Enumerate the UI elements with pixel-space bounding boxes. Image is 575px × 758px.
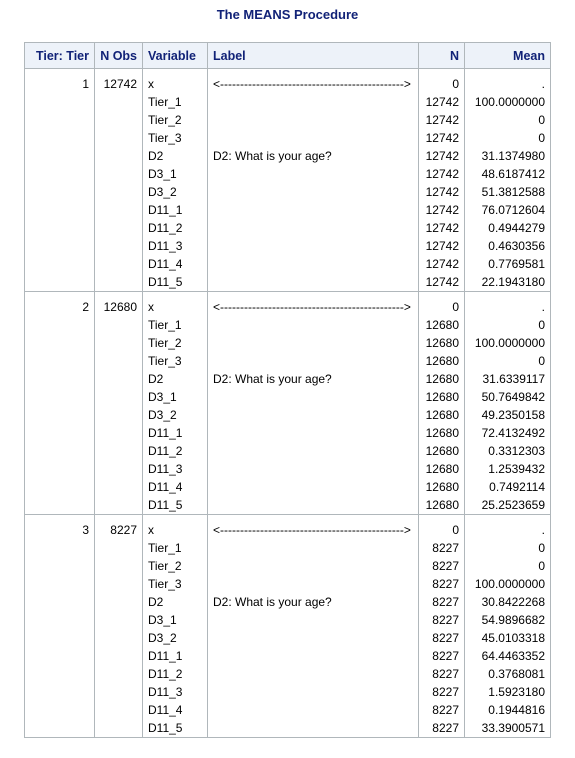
mean-value: 100.0000000 — [474, 95, 545, 109]
table-row — [25, 292, 551, 515]
label-value — [213, 129, 413, 147]
mean-value: . — [541, 77, 545, 91]
label-value — [213, 334, 413, 352]
variable-value: Tier_1 — [148, 318, 182, 332]
label-cell — [208, 69, 419, 292]
n-value: 12680 — [425, 498, 459, 512]
n-value: 8227 — [432, 595, 459, 609]
mean-cell — [465, 515, 551, 738]
label-value — [213, 719, 413, 737]
label-value: <----------------------------------------------> — [213, 523, 411, 537]
variable-cell — [143, 69, 208, 292]
n-value: 12680 — [425, 336, 459, 350]
nobs-value: 12742 — [103, 77, 137, 91]
mean-value: 48.6187412 — [481, 167, 545, 181]
n-value: 12742 — [425, 257, 459, 271]
tier-value: 2 — [82, 300, 89, 314]
label-value — [213, 665, 413, 683]
n-value: 8227 — [432, 685, 459, 699]
label-value: <----------------------------------------------> — [213, 77, 411, 91]
n-value: 8227 — [432, 577, 459, 591]
mean-value: 0 — [538, 354, 545, 368]
mean-value: 0 — [538, 541, 545, 555]
n-value: 8227 — [432, 667, 459, 681]
n-cell — [419, 69, 465, 292]
n-value: 12742 — [425, 275, 459, 289]
mean-value: 0 — [538, 113, 545, 127]
label-value: <----------------------------------------------> — [213, 300, 411, 314]
tier-cell — [25, 292, 95, 515]
mean-value: 51.3812588 — [481, 185, 545, 199]
label-value — [213, 219, 413, 237]
n-value: 12742 — [425, 221, 459, 235]
n-value: 0 — [452, 300, 459, 314]
tier-cell — [25, 69, 95, 292]
variable-value: D11_3 — [148, 685, 183, 699]
variable-value: x — [148, 523, 154, 537]
variable-value: Tier_3 — [148, 131, 182, 145]
variable-value: D11_2 — [148, 221, 183, 235]
variable-value: D11_1 — [148, 426, 183, 440]
label-value — [213, 539, 413, 557]
mean-value: 0.3312303 — [488, 444, 545, 458]
label-value — [213, 701, 413, 719]
procedure-title: The MEANS Procedure — [216, 7, 359, 22]
tier-group — [25, 292, 551, 515]
label-value — [213, 629, 413, 647]
mean-header: Mean — [465, 43, 551, 69]
n-value: 12680 — [425, 390, 459, 404]
label-cell — [208, 515, 419, 738]
n-value: 12680 — [425, 444, 459, 458]
table-row — [25, 515, 551, 738]
mean-value: 1.2539432 — [488, 462, 545, 476]
mean-value: 50.7649842 — [481, 390, 545, 404]
variable-value: Tier_2 — [148, 559, 182, 573]
means-table — [24, 42, 551, 738]
variable-cell — [143, 515, 208, 738]
mean-value: 0 — [538, 559, 545, 573]
nobs-value: 8227 — [110, 523, 137, 537]
n-value: 12742 — [425, 167, 459, 181]
label-value — [213, 496, 413, 514]
variable-value: Tier_3 — [148, 354, 182, 368]
mean-value: 0.3768081 — [488, 667, 545, 681]
label-value: D2: What is your age? — [213, 372, 332, 386]
n-value: 12680 — [425, 426, 459, 440]
n-value: 0 — [452, 523, 459, 537]
variable-value: D3_1 — [148, 390, 177, 404]
variable-value: D11_1 — [148, 649, 183, 663]
n-value: 0 — [452, 77, 459, 91]
label-value — [213, 111, 413, 129]
label-value — [213, 460, 413, 478]
mean-value: 76.0712604 — [481, 203, 545, 217]
mean-value: 72.4132492 — [481, 426, 545, 440]
tier-value: 1 — [82, 77, 89, 91]
nobs-header: N Obs — [95, 43, 143, 69]
variable-value: D11_2 — [148, 667, 183, 681]
n-value: 8227 — [432, 703, 459, 717]
variable-value: D3_1 — [148, 613, 177, 627]
n-value: 12742 — [425, 95, 459, 109]
mean-value: 0 — [538, 318, 545, 332]
label-value — [213, 352, 413, 370]
mean-value: 31.6339117 — [482, 372, 545, 386]
nobs-value: 12680 — [103, 300, 137, 314]
label-value — [213, 406, 413, 424]
label-value — [213, 93, 413, 111]
variable-value: D2 — [148, 595, 164, 609]
label-value — [213, 237, 413, 255]
mean-value: 0.1944816 — [488, 703, 545, 717]
tier-value: 3 — [82, 523, 89, 537]
variable-value: x — [148, 77, 154, 91]
mean-value: 100.0000000 — [474, 577, 545, 591]
mean-value: 54.9896682 — [481, 613, 545, 627]
n-value: 12680 — [425, 372, 459, 386]
variable-cell — [143, 292, 208, 515]
nobs-cell — [95, 69, 143, 292]
n-value: 8227 — [432, 721, 459, 735]
variable-value: D11_4 — [148, 480, 183, 494]
label-value — [213, 183, 413, 201]
label-value — [213, 273, 413, 291]
n-value: 8227 — [432, 631, 459, 645]
n-value: 8227 — [432, 649, 459, 663]
variable-value: D3_2 — [148, 408, 177, 422]
n-cell — [419, 292, 465, 515]
variable-value: D2 — [148, 372, 164, 386]
n-value: 8227 — [432, 541, 459, 555]
mean-value: 30.8422268 — [481, 595, 545, 609]
variable-value: D11_3 — [148, 462, 183, 476]
variable-value: Tier_1 — [148, 541, 182, 555]
n-value: 12742 — [425, 113, 459, 127]
nobs-cell — [95, 515, 143, 738]
n-value: 12680 — [425, 462, 459, 476]
mean-value: 45.0103318 — [481, 631, 545, 645]
label-value: D2: What is your age? — [213, 149, 332, 163]
nobs-cell — [95, 292, 143, 515]
n-header: N — [419, 43, 465, 69]
tier-cell — [25, 515, 95, 738]
label-value — [213, 442, 413, 460]
n-value: 12742 — [425, 149, 459, 163]
mean-cell — [465, 292, 551, 515]
n-value: 8227 — [432, 613, 459, 627]
mean-value: 0 — [538, 131, 545, 145]
variable-value: D3_2 — [148, 631, 177, 645]
mean-value: 100.0000000 — [474, 336, 545, 350]
label-value — [213, 424, 413, 442]
n-value: 12742 — [425, 239, 459, 253]
label-value — [213, 388, 413, 406]
variable-value: D3_2 — [148, 185, 177, 199]
n-value: 12680 — [425, 480, 459, 494]
table-row — [25, 69, 551, 292]
label-header: Label — [208, 43, 419, 69]
n-value: 12742 — [425, 131, 459, 145]
variable-value: Tier_3 — [148, 577, 182, 591]
mean-cell — [465, 69, 551, 292]
variable-header: Variable — [143, 43, 208, 69]
mean-value: 33.3900571 — [481, 721, 545, 735]
n-value: 12742 — [425, 203, 459, 217]
mean-value: . — [541, 523, 545, 537]
mean-value: 31.1374980 — [481, 149, 545, 163]
variable-value: D2 — [148, 149, 164, 163]
label-value — [213, 201, 413, 219]
n-value: 12680 — [425, 354, 459, 368]
tier-group — [25, 515, 551, 738]
tier-group — [25, 69, 551, 292]
mean-value: 0.4944279 — [488, 221, 545, 235]
mean-value: 0.7769581 — [488, 257, 545, 271]
variable-value: D11_4 — [148, 703, 183, 717]
mean-value: 25.2523659 — [481, 498, 545, 512]
mean-value: 0.7492114 — [489, 480, 545, 494]
mean-value: 1.5923180 — [488, 685, 545, 699]
mean-value: 49.2350158 — [481, 408, 545, 422]
label-value — [213, 683, 413, 701]
variable-value: D11_5 — [148, 498, 183, 512]
label-value — [213, 647, 413, 665]
n-value: 8227 — [432, 559, 459, 573]
label-cell — [208, 292, 419, 515]
label-value — [213, 557, 413, 575]
label-value — [213, 575, 413, 593]
n-value: 12680 — [425, 408, 459, 422]
label-value: D2: What is your age? — [213, 595, 332, 609]
mean-value: 0.4630356 — [488, 239, 545, 253]
variable-value: Tier_2 — [148, 336, 182, 350]
n-cell — [419, 515, 465, 738]
tier-header: Tier: Tier — [25, 43, 95, 69]
label-value — [213, 611, 413, 629]
variable-value: D3_1 — [148, 167, 177, 181]
variable-value: D11_1 — [148, 203, 183, 217]
mean-value: 22.1943180 — [481, 275, 545, 289]
label-value — [213, 478, 413, 496]
n-value: 12680 — [425, 318, 459, 332]
variable-value: D11_5 — [148, 275, 183, 289]
variable-value: D11_2 — [148, 444, 183, 458]
variable-value: Tier_2 — [148, 113, 182, 127]
n-value: 12742 — [425, 185, 459, 199]
variable-value: D11_3 — [148, 239, 183, 253]
mean-value: . — [541, 300, 545, 314]
variable-value: D11_5 — [148, 721, 183, 735]
variable-value: x — [148, 300, 154, 314]
mean-value: 64.4463352 — [481, 649, 545, 663]
label-value — [213, 255, 413, 273]
variable-value: D11_4 — [148, 257, 183, 271]
variable-value: Tier_1 — [148, 95, 182, 109]
label-value — [213, 165, 413, 183]
label-value — [213, 316, 413, 334]
header-row — [25, 43, 551, 69]
